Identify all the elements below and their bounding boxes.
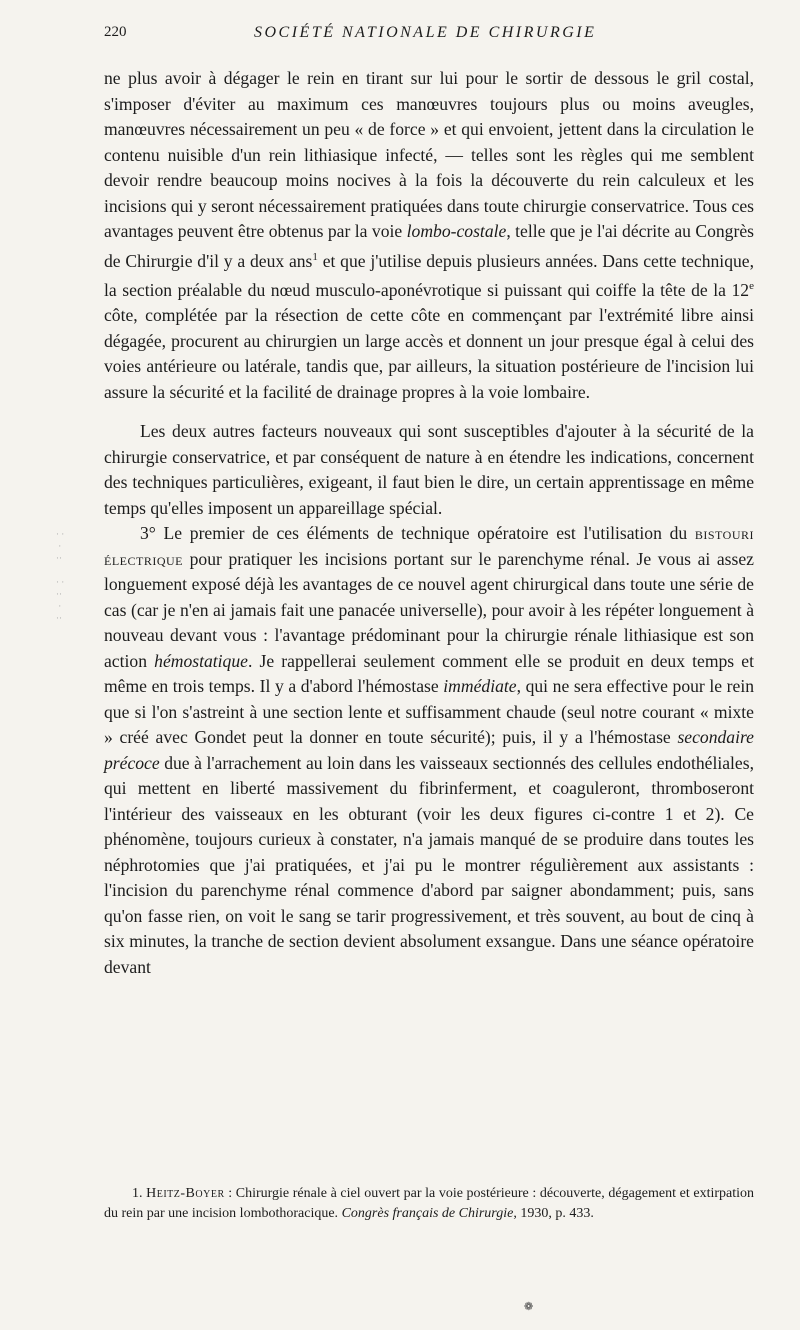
italic-term: immédiate <box>443 676 517 697</box>
text-run: , qui ne sera effective pour le rein que si l'on s'astreint à une section lente et suffisamment chaude (seul notre courant « mixte » créé avec Gondet peut la donner en toute sécurité); puis, il y a l'hémostase <box>104 676 755 748</box>
text-run: , telle que je l'ai décrite au Congrès de Chirurgie d'il y a deux ans <box>104 221 754 271</box>
small-caps-term: bistouri électrique <box>104 523 754 569</box>
italic-term: lombo-costale <box>406 221 507 241</box>
footnote-text: , 1930, p. 433. <box>513 1206 594 1221</box>
body-text <box>104 66 754 980</box>
footnote <box>104 1184 754 1224</box>
paragraph <box>104 521 754 980</box>
text-run: et que j'utilise depuis plusieurs années. Dans cette technique, la section préalable du nœud musculo-aponévrotique si puissant qui coiffe la tête de la 12 <box>104 250 754 300</box>
text-run: 3° Le premier de ces éléments de technique opératoire est l'utilisation du <box>140 523 695 544</box>
text-run: pour pratiquer les incisions portant sur le parenchyme rénal. Je vous ai assez longuement exposé déjà les avantages de ce nouvel agent chirurgical dans toute une série de cas (car je n'en ai jamais fait une panacée universelle), pour avoir à les répéter longuement à nouveau devant vous : l'avantage prédominant pour la chirurgie rénale lithiasique est son action <box>104 548 754 671</box>
footnote-text: : Chirurgie rénale à ciel ouvert par la voie postérieure : découverte, dégagement et extirpation du rein par une incision lombothoracique. <box>104 1186 754 1221</box>
text-run: . Je rappellerai seulement comment elle se produit en deux temps et même en trois temps. Il y a d'abord l'hémostase <box>104 650 754 697</box>
page-number: 220 <box>104 24 127 40</box>
margin-marks: · · · ·· · · ·· · ·· <box>56 529 65 623</box>
footnote-reference: 1 <box>312 250 318 263</box>
printer-ornament-icon: ❁ <box>524 1301 534 1313</box>
paragraph: Les deux autres facteurs nouveaux qui sont susceptibles d'ajouter à la sécurité de la chirurgie conservatrice, et par conséquent de nature à en étendre les indications, concernent des techniques particulières, exigeant, il faut bien le dire, un certain apprentissage en même temps qu'elles imposent un appareillage spécial. <box>104 421 754 518</box>
italic-term: hémostatique <box>154 650 248 671</box>
text-run: ne plus avoir à dégager le rein en tirant sur lui pour le sortir de dessous le gril costal, s'imposer d'éviter au maximum ces manœuvres toujours plus ou moins aveugles, manœuvres nécessairement un peu « de force » et qui envoient, jettent dans la circulation le contenu nuisible d'un rein lithiasique infecté, — telles sont les règles qui me semblent devoir rendre beaucoup moins nocives à la fois la découverte du rein calculeux et les incisions qui y seront nécessairement pratiquées dans toute chirurgie conservatrice. Tous ces avantages peuvent être obtenus par la voie <box>104 68 754 241</box>
text-run: côte, complétée par la résection de cette côte en commençant par l'extrémité libre ainsi dégagée, procurent au chirurgien un large accès et donnent un jour presque égal à celui des voies antérieure ou latérale, tandis que, par ailleurs, la situation postérieure de l'incision lui assure la sécurité et la facilité de drainage propres à la voie lombaire. <box>104 305 754 402</box>
footnote-journal: Congrès français de Chirurgie <box>341 1206 514 1221</box>
footnote-author: Heitz-Boyer <box>146 1186 225 1201</box>
italic-term: secondaire précoce <box>104 727 754 773</box>
paragraph <box>104 66 754 405</box>
superscript: e <box>749 279 754 292</box>
footnote-number: 1. <box>132 1186 147 1201</box>
text-run: due à l'arrachement au loin dans les vaisseaux sectionnés des cellules endothéliales, qui mettent en liberté massivement du fibrinferment, et coaguleront, thromboseront l'intérieur des vaisseaux en les obturant (voir les deux figures ci-contre 1 et 2). Ce phénomène, toujours curieux à constater, n'a jamais manqué de se produire dans toutes les néphrotomies que j'ai pratiquées, et j'ai pu le montrer régulièrement aux assistants : l'incision du parenchyme rénal commence d'abord par saigner abondamment; puis, sans qu'on fasse rien, on voit le sang se tarir progressivement, et très souvent, au bout de cinq à six minutes, la tranche de section devient absolument exsangue. Dans une séance opératoire devant <box>104 752 754 977</box>
page-header <box>104 24 754 48</box>
footnotes <box>104 1184 754 1224</box>
running-title: SOCIÉTÉ NATIONALE DE CHIRURGIE <box>254 24 597 41</box>
